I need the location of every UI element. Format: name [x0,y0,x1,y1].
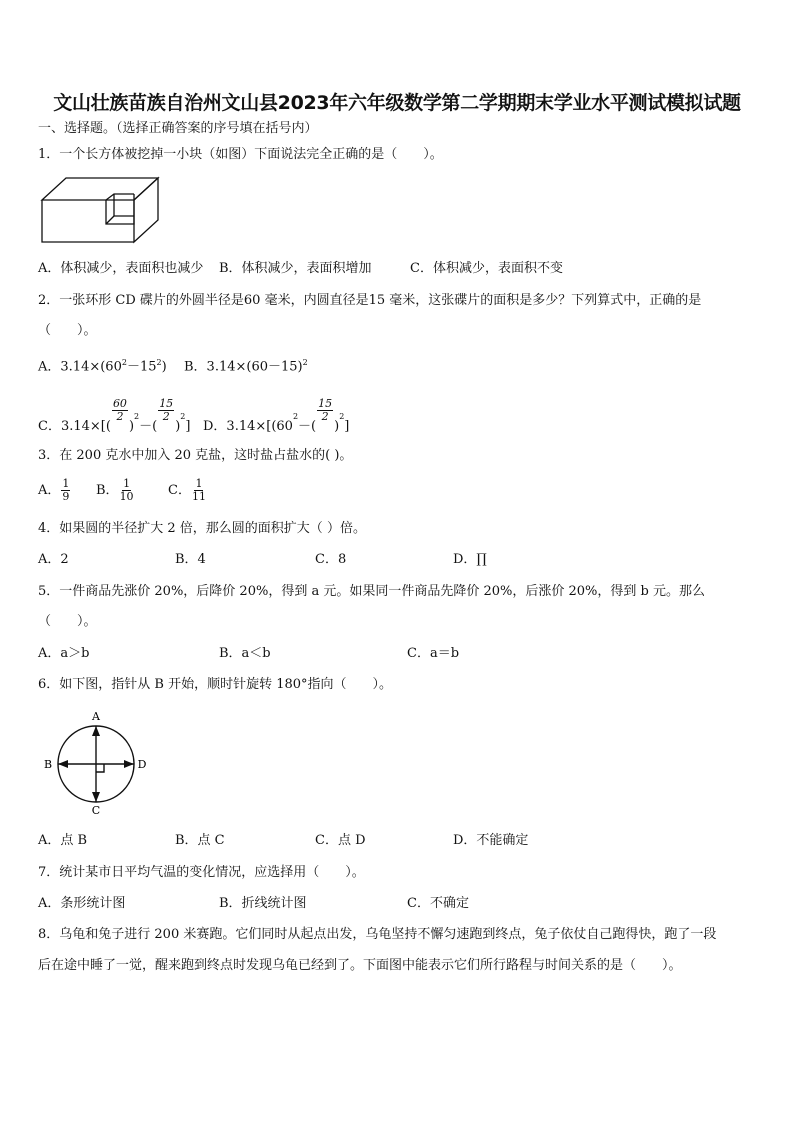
q3-option-b: B． $\frac{1}{10}$ [96,477,134,503]
dial-label-b: B [43,758,53,771]
question-5-stem-line1: 5．一件商品先涨价 20%，后降价 20%，得到 a 元。如果同一件商品先降价 20%，后涨价 20%，得到 b 元。那么 [38,584,705,599]
q6-option-a: A．点 B [38,833,88,848]
question-5-stem-line2: （ ）。 [38,614,97,629]
question-1-stem: 1．一个长方体被挖掉一小块（如图）下面说法完全正确的是（ ）。 [38,147,443,162]
question-6-stem: 6．如下图，指针从 B 开始，顺时针旋转 180°指向（ ）。 [38,677,393,692]
page-title: 文山壮族苗族自治州文山县2023年六年级数学第二学期期末学业水平测试模拟试题 [53,92,741,114]
question-7-stem: 7．统计某市日平均气温的变化情况，应选择用（ ）。 [38,865,365,880]
dial-label-a: A [92,710,100,723]
q3-option-c: C． $\frac{1}{11}$ [168,477,206,503]
dial-label-c: C [91,804,101,817]
question-3-stem: 3．在 200 克水中加入 20 克盐，这时盐占盐水的( )。 [38,448,353,463]
q6-option-d: D．不能确定 [453,833,529,848]
q5-option-c: C．a＝b [407,646,460,661]
q2-option-c: C．3.14×[( $\frac{60}{2}$ )$^2$－( $\frac{15}{2}$ )$^2$] [38,397,191,435]
q6-option-c: C．点 D [315,833,366,848]
question-2-stem-line1: 2．一张环形 CD 碟片的外圆半径是60 毫米，内圆直径是15 毫米，这张碟片的面积是多少？下列算式中，正确的是 [38,293,702,308]
q7-option-a: A．条形统计图 [38,896,126,911]
q2-option-d: D．$3.14\times[(60^2-$( $\frac{15}{2}$ )$^2$] [203,397,350,435]
q1-option-b: B．体积减少，表面积增加 [219,261,372,276]
q2-option-b: B．$3.14\times(60-15)^2$ [184,358,308,375]
q4-option-d: D．∏ [453,552,487,567]
q3-option-a: A． $\frac{1}{9}$ [38,477,70,503]
q7-option-c: C．不确定 [407,896,469,911]
q4-option-c: C．8 [315,552,347,567]
dial-label-d: D [137,758,147,771]
q1-option-a: A．体积减少，表面积也减少 [38,261,204,276]
question-2-stem-line2: （ ）。 [38,323,97,338]
question-4-stem: 4．如果圆的半径扩大 2 倍，那么圆的面积扩大（ ）倍。 [38,521,366,536]
dial-figure [40,708,152,820]
q2-option-a: A．$3.14\times(60^2-15^2)$ [38,358,167,375]
q1-option-c: C．体积减少，表面积不变 [410,261,563,276]
q5-option-b: B．a＜b [219,646,271,661]
q7-option-b: B．折线统计图 [219,896,307,911]
q5-option-a: A．a＞b [38,646,90,661]
q6-option-b: B．点 C [175,833,225,848]
cuboid-figure [40,176,160,244]
section-heading: 一、选择题。（选择正确答案的序号填在括号内） [38,121,318,136]
question-8-stem-line1: 8．乌龟和兔子进行 200 米赛跑。它们同时从起点出发，乌龟坚持不懈匀速跑到终点，兔子依仗自己跑得快，跑了一段 [38,927,717,942]
q4-option-a: A．2 [38,552,69,567]
q4-option-b: B．4 [175,552,206,567]
question-8-stem-line2: 后在途中睡了一觉，醒来跑到终点时发现乌龟已经到了。下面图中能表示它们所行路程与时间关系的是（ ）。 [38,958,682,973]
